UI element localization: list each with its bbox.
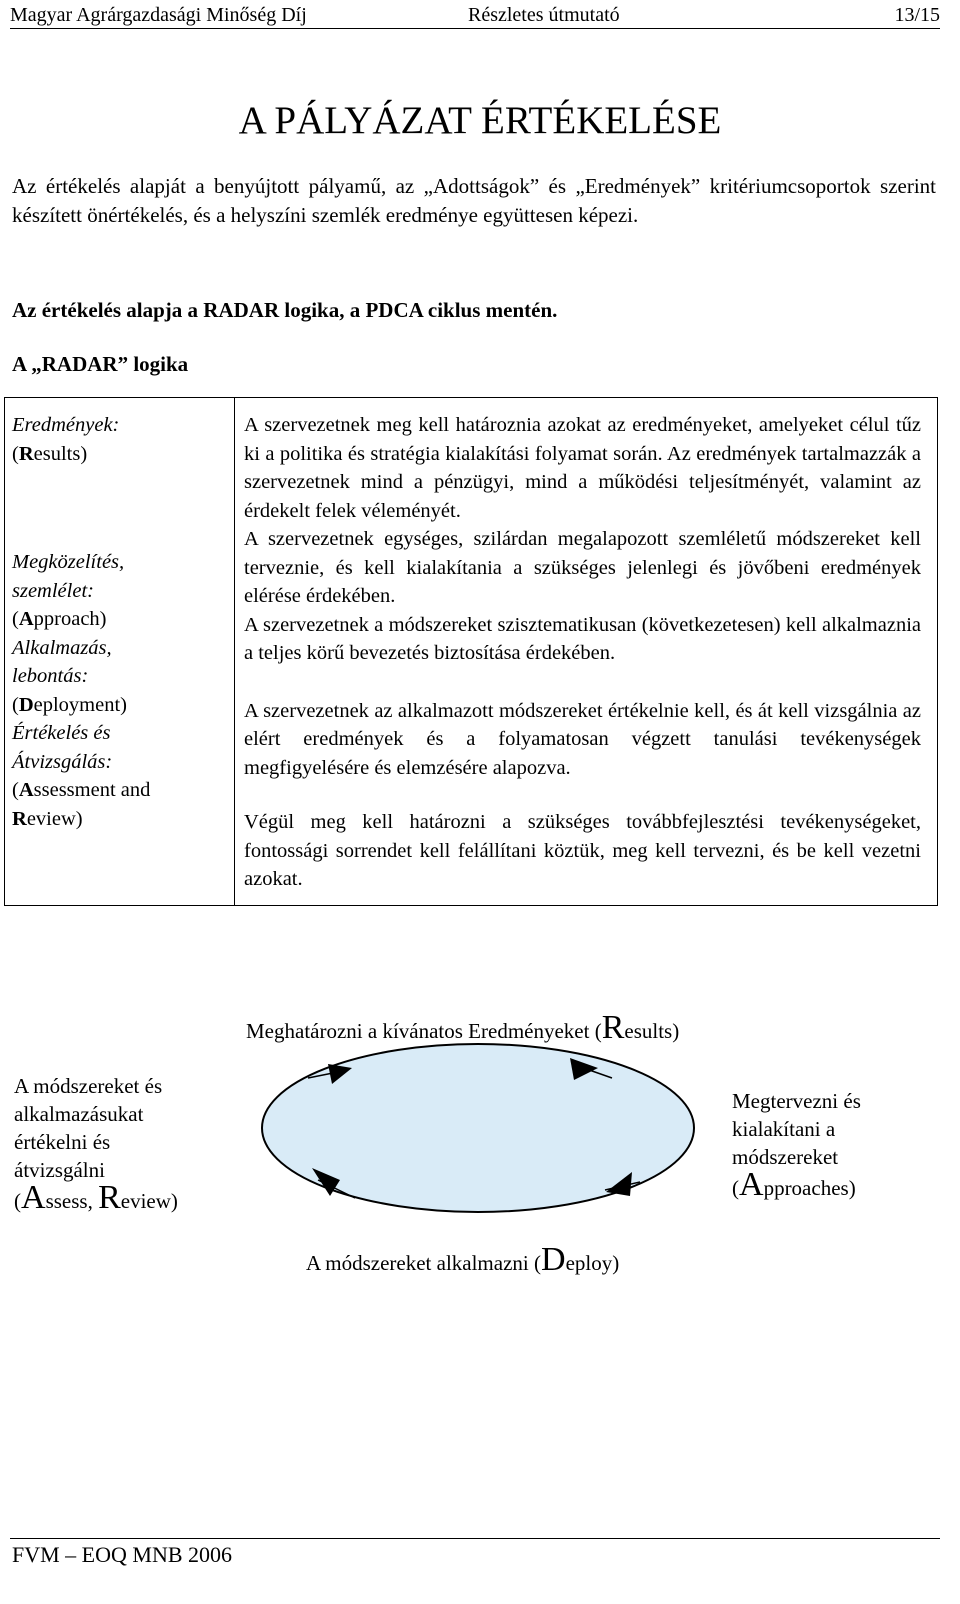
page-title: A PÁLYÁZAT ÉRTÉKELÉSE	[238, 99, 722, 142]
footer-rule	[10, 1538, 940, 1540]
label-results: Meghatározni a kívánatos Eredményeket (Results)	[246, 1009, 680, 1046]
header-center-title: Részletes útmutató	[468, 4, 620, 26]
approach-description: A szervezetnek egységes, szilárdan megalapozott szemléletű módszereket kell terveznie, és kell kialakítania a szükséges jelenlegi és jövőbeni eredmények elérése érdekében.	[244, 528, 921, 607]
radar-heading: A „RADAR” logika	[12, 352, 189, 376]
header-left-title: Magyar Agrárgazdasági Minőség Díj	[10, 4, 307, 26]
label-assess-review: A módszereket és alkalmazásukat értékelni és átvizsgálni (Assess, Review)	[14, 1074, 178, 1216]
footer-text: FVM – EOQ MNB 2006	[12, 1542, 233, 1567]
label-deploy: A módszereket alkalmazni (Deploy)	[306, 1241, 620, 1278]
term-assessment: Értékelés és Átvizsgálás: (Assessment and Review)	[12, 722, 151, 830]
improvement-description: Végül meg kell határozni a szükséges továbbfejlesztési tevékenységeket, fontossági sorrendet kell felállítani köztük, meg kell tervezni, és be kell vezetni azokat.	[244, 811, 921, 890]
intro-paragraph: Az értékelés alapját a benyújtott pályamű, az „Adottságok” és „Eredmények” kritériumcsoportok szerint készített önértékelés, és a helyszíni szemlék eredménye együttesen képezi.	[12, 174, 936, 227]
deployment-description: A szervezetnek a módszereket szisztematikusan (következetesen) kell alkalmaznia a teljes körű bevezetés biztosítása érdekében.	[244, 613, 921, 664]
term-results: Eredmények: (Results)	[12, 414, 120, 465]
page-number: 13/15	[894, 4, 940, 26]
term-deployment: Alkalmazás, lebontás: (Deployment)	[12, 636, 128, 716]
radar-basis-statement: Az értékelés alapja a RADAR logika, a PDCA ciklus mentén.	[12, 298, 558, 322]
label-approaches: Megtervezni és kialakítani a módszereket (Approaches)	[732, 1089, 861, 1203]
results-description: A szervezetnek meg kell határoznia azokat az eredményeket, amelyeket célul tűz ki a politika és stratégia kialakítási folyamat során. Az eredmények tartalmazzák a szervezetnek mind a pénzügyi, mind a működési teljesítményét, valamint az érdekelt felek véleményét.	[244, 414, 921, 522]
assessment-description: A szervezetnek az alkalmazott módszereket értékelnie kell, és át kell vizsgálnia az elért eredmények és a folyamatosan végzett tanulási tevékenységek megfigyelésére és elemzésére alapozva.	[244, 699, 921, 779]
term-approach: Megközelítés, szemlélet: (Approach)	[12, 551, 125, 630]
